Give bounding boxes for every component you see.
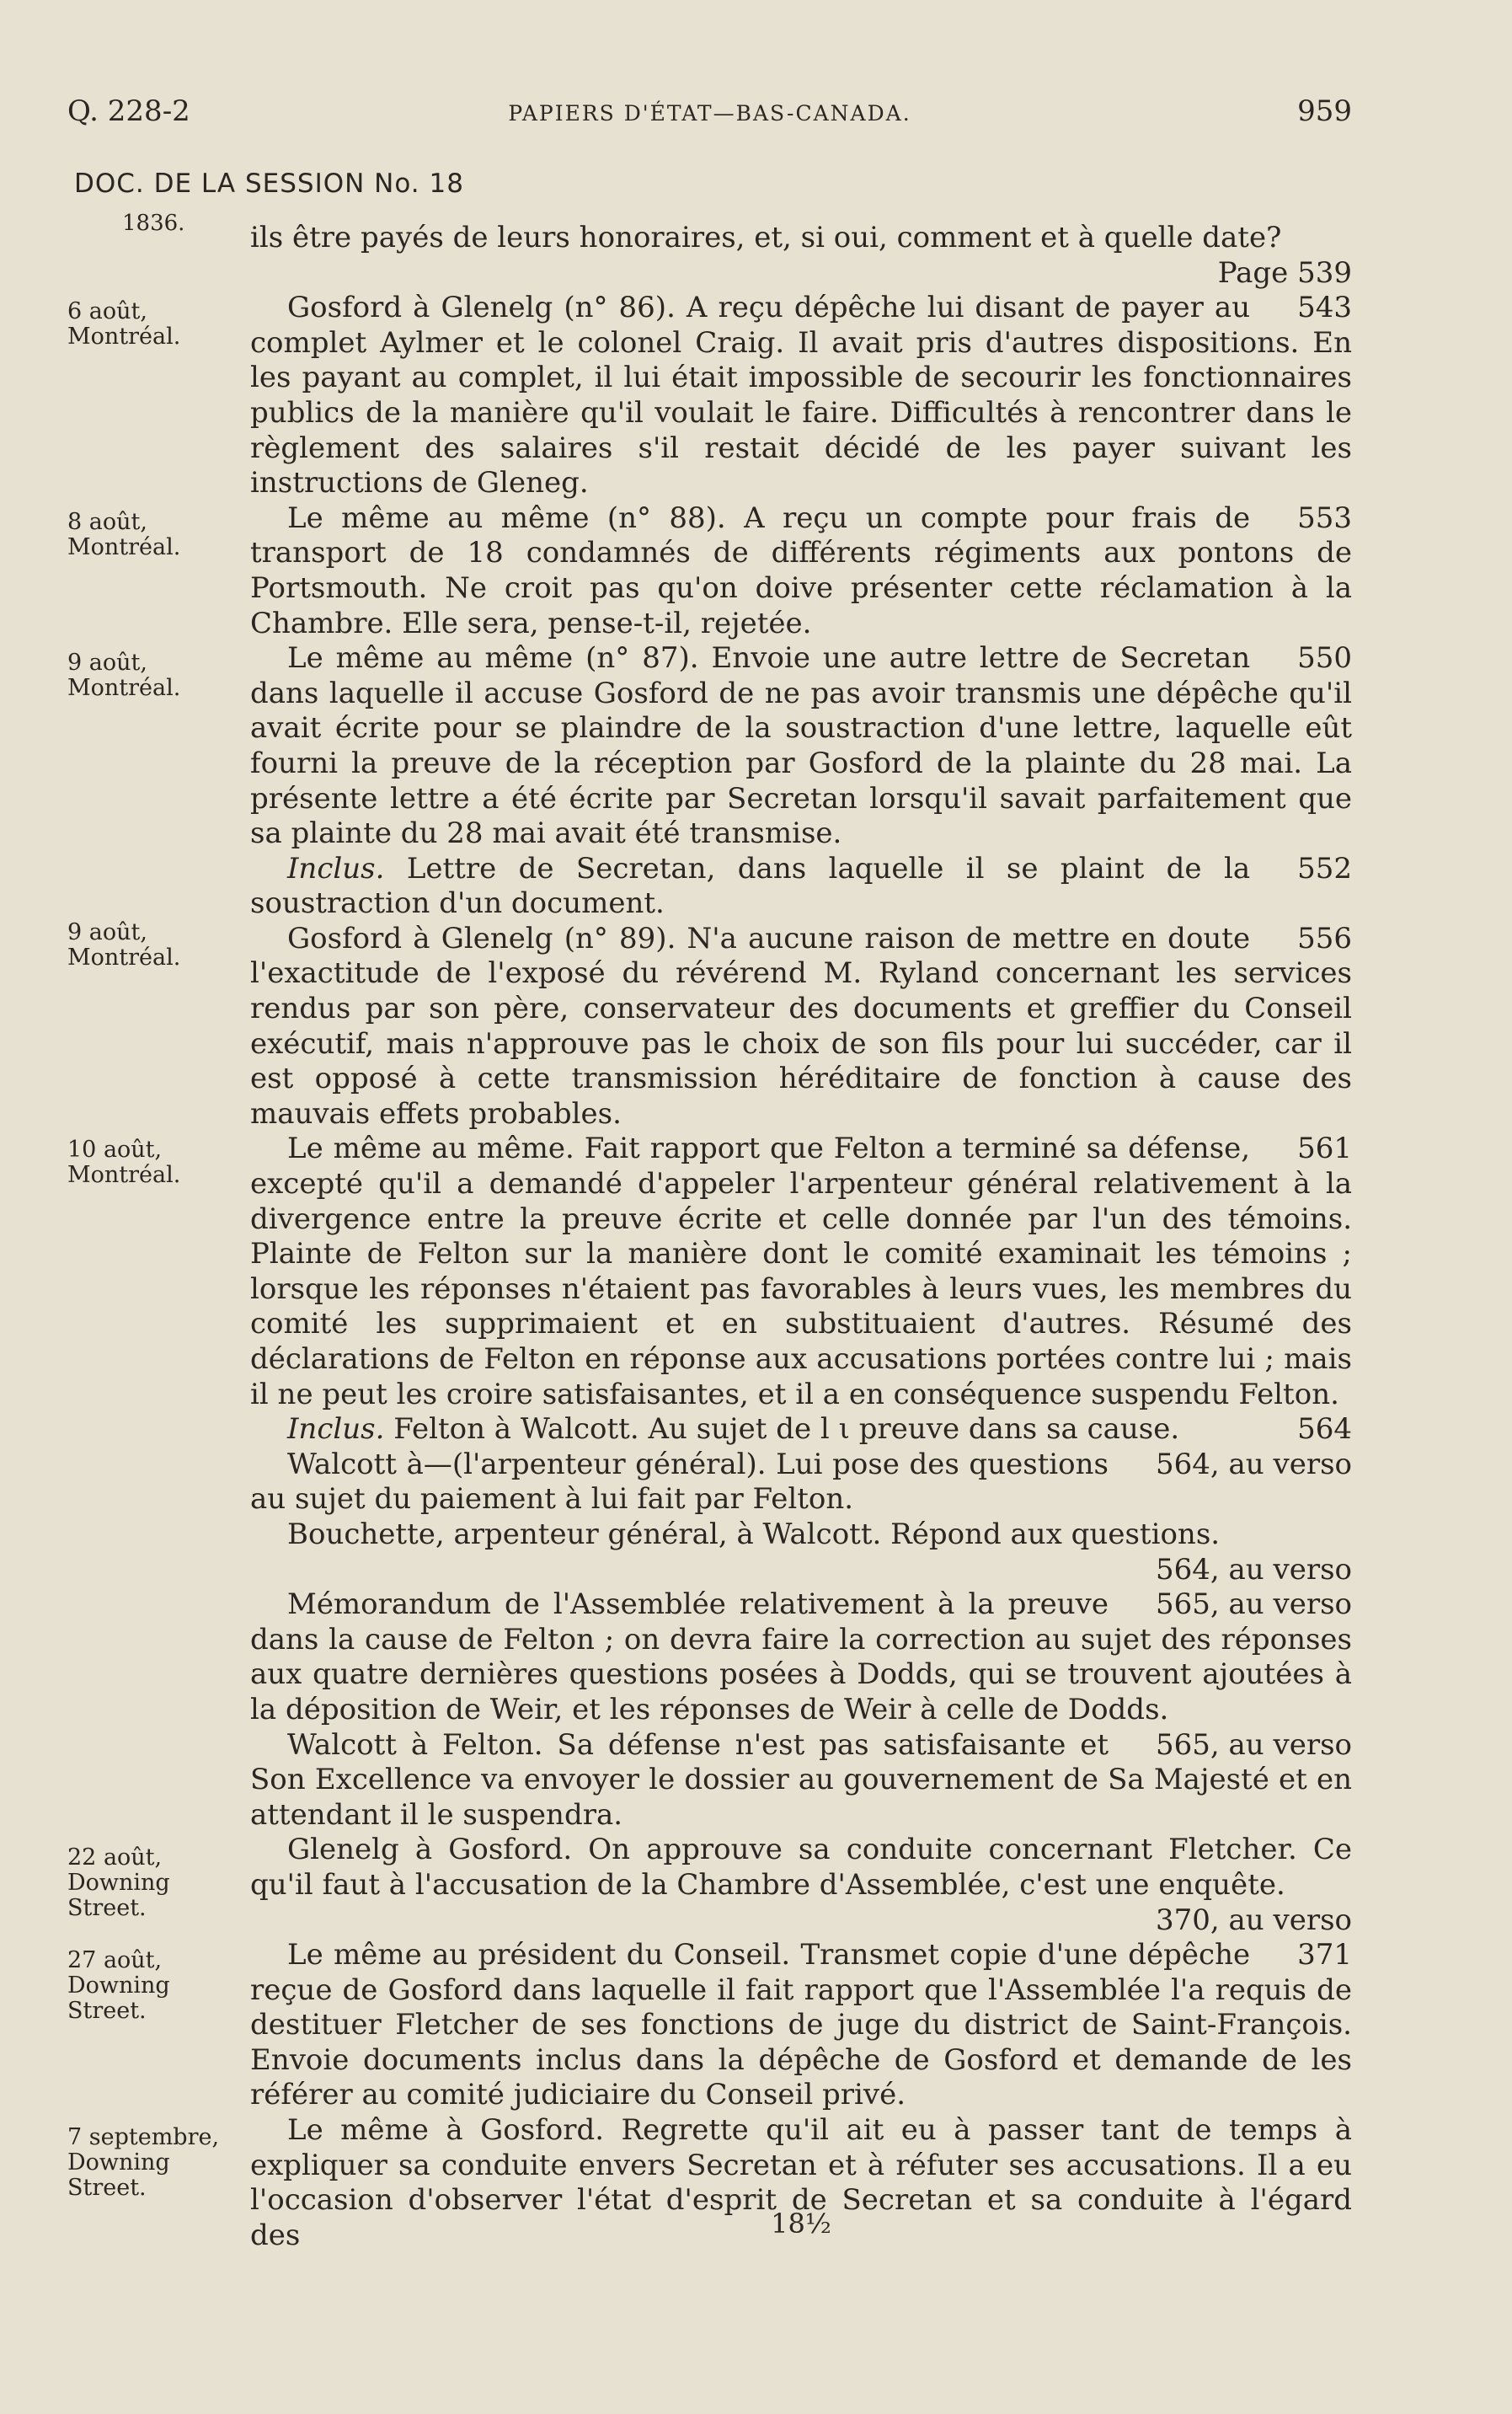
folio-reference: 553 <box>1297 500 1352 535</box>
entry-text: Felton à Walcott. Au sujet de l ι preuve dans sa cause. <box>393 1412 1180 1447</box>
enclosure-label: Inclus. <box>287 851 385 886</box>
document-reference: Q. 228-2 <box>67 94 190 128</box>
entry-text: Glenelg à Gosford. On approuve sa conduite concernant Fletcher. Ce qu'il faut à l'accusation de la Chambre d'Assemblée, c'est une enquête. <box>250 1833 1352 1902</box>
folio-reference: 370, au verso <box>1156 1903 1352 1937</box>
margin-date: 27 août, Downing Street. <box>67 1947 170 2024</box>
folio-reference: 556 <box>1297 921 1352 955</box>
calendar-entry <box>250 291 1352 501</box>
margin-date: 7 septembre, Downing Street. <box>67 2124 220 2201</box>
calendar-entry <box>250 1587 1352 1727</box>
entry-text: ils être payés de leurs honoraires, et, si oui, comment et à quelle date? <box>250 221 1282 254</box>
folio-reference: 564, au verso <box>1156 1552 1352 1587</box>
folio-reference: 552 <box>1297 851 1352 886</box>
entry-text: Le même au président du Conseil. Transmet copie d'une dépêche reçue de Gosford dans laquelle il fait rapport que l'Assemblée l'a requis de destituer Fletcher de ses fonctions de juge du district de Saint-François. Envoie documents inclus dans la dépêche de Gosford et demande de les référer au comité judiciaire du Conseil privé. <box>250 1938 1352 2112</box>
entry-text: Lettre de Secretan, dans laquelle il se plaint de la soustraction d'un document. <box>250 851 1251 921</box>
signature-mark: 18½ <box>771 2208 831 2240</box>
folio-reference: 564 <box>1297 1412 1352 1447</box>
enclosure-label: Inclus. <box>287 1412 385 1447</box>
entry-text: Le même au même (n° 88). A reçu un compte pour frais de transport de 18 condamnés de différents régiments aux pontons de Portsmouth. Ne croit pas qu'on doive présenter cette réclamation à la Chambre. Elle sera, pense-t-il, rejetée. <box>250 500 1352 640</box>
calendar-entry <box>250 852 1352 922</box>
folio-reference: 550 <box>1297 641 1352 676</box>
calendar-entry <box>250 641 1352 852</box>
folio-reference: 565, au verso <box>1156 1727 1352 1762</box>
running-head <box>67 94 1352 136</box>
session-line: DOC. DE LA SESSION No. 18 <box>74 169 464 199</box>
margin-date: 9 août, Montréal. <box>67 650 181 701</box>
entry-text: Le même au même (n° 87). Envoie une autre lettre de Secretan dans laquelle il accuse Gosford de ne pas avoir transmis une dépêche qu'il avait écrite pour se plaindre de la soustraction d'une lettre, laquelle eût fourni la preuve de la réception par Gosford de la plainte du 28 mai. La présente lettre a été écrite par Secretan lorsqu'il savait parfaitement que sa plainte du 28 mai avait été transmise. <box>250 641 1352 851</box>
entry-text: Gosford à Glenelg (n° 86). A reçu dépêche lui disant de payer au complet Aylmer et le colonel Craig. Il avait pris d'autres dispositions. En les payant au complet, il lui était impossible de secourir les fonctionnaires publics de la manière qu'il voulait le faire. Difficultés à rencontrer dans le règlement des salaires s'il restait décidé de les payer suivant les instructions de Gleneg. <box>250 291 1352 500</box>
folio-reference: 371 <box>1297 1938 1352 1972</box>
calendar-entry <box>250 1412 1352 1448</box>
margin-date: 6 août, Montréal. <box>67 298 181 350</box>
entry-text: Mémorandum de l'Assemblée relativement à la preuve dans la cause de Felton ; on devra faire la correction au sujet des réponses aux quatre dernières questions posées à Dodds, qui se trouvent ajoutées à la déposition de Weir, et les réponses de Weir à celle de Dodds. <box>250 1587 1352 1726</box>
margin-year: 1836. <box>122 211 185 236</box>
calendar-entry <box>250 1448 1352 1517</box>
folio-reference: 543 <box>1297 291 1352 325</box>
calendar-entry <box>250 922 1352 1132</box>
entry-text: Gosford à Glenelg (n° 89). N'a aucune raison de mettre en doute l'exactitude de l'exposé du révérend M. Ryland concernant les services rendus par son père, conservateur des documents et greffier du Conseil exécutif, mais n'approuve pas le choix de son fils pour lui succéder, car il est opposé à cette transmission héréditaire de fonction à cause des mauvais effets probables. <box>250 921 1352 1131</box>
folio-reference: 561 <box>1297 1132 1352 1166</box>
calendar-entry <box>250 221 1352 291</box>
calendar-entry <box>250 1728 1352 1833</box>
margin-date: 10 août, Montréal. <box>67 1137 181 1188</box>
folio-reference: 564, au verso <box>1156 1447 1352 1481</box>
calendar-entry <box>250 1938 1352 2113</box>
entry-text: Walcott à—(l'arpenteur général). Lui pose des questions au sujet du paiement à lui fait par Felton. <box>250 1447 1109 1517</box>
entry-text: Walcott à Felton. Sa défense n'est pas satisfaisante et Son Excellence va envoyer le dossier au gouvernement de Sa Majesté et en attendant il le suspendra. <box>250 1727 1352 1832</box>
calendar-entry <box>250 1517 1352 1587</box>
entry-text: Bouchette, arpenteur général, à Walcott. Répond aux questions. <box>287 1517 1221 1551</box>
margin-date: 8 août, Montréal. <box>67 509 181 560</box>
folio-reference: Page 539 <box>1217 255 1352 290</box>
margin-date: 9 août, Montréal. <box>67 919 181 971</box>
margin-date: 22 août, Downing Street. <box>67 1844 170 1921</box>
running-title: PAPIERS D'ÉTAT—BAS-CANADA. <box>508 101 911 126</box>
calendar-entries <box>250 221 1352 2253</box>
calendar-entry <box>250 501 1352 641</box>
folio-reference: 565, au verso <box>1156 1587 1352 1622</box>
calendar-entry <box>250 1833 1352 1938</box>
entry-text: Le même à Gosford. Regrette qu'il ait eu à passer tant de temps à expliquer sa conduite envers Secretan et à réfuter ses accusations. Il a eu l'occasion d'observer l'état d'esprit de Secretan et sa conduite à l'égard des <box>250 2113 1352 2252</box>
calendar-entry <box>250 1132 1352 1412</box>
page-number: 959 <box>1297 94 1352 128</box>
entry-text: Le même au même. Fait rapport que Felton a terminé sa défense, excepté qu'il a demandé d'appeler l'arpenteur général relativement à la divergence entre la preuve écrite et celle donnée par l'un des témoins. Plainte de Felton sur la manière dont le comité examinait les témoins ; lorsque les réponses n'étaient pas favorables à leurs vues, les membres du comité les supprimaient et en substituaient d'autres. Résumé des déclarations de Felton en réponse aux accusations portées contre lui ; mais il ne peut les croire satisfaisantes, et il a en conséquence suspendu Felton. <box>250 1132 1352 1411</box>
